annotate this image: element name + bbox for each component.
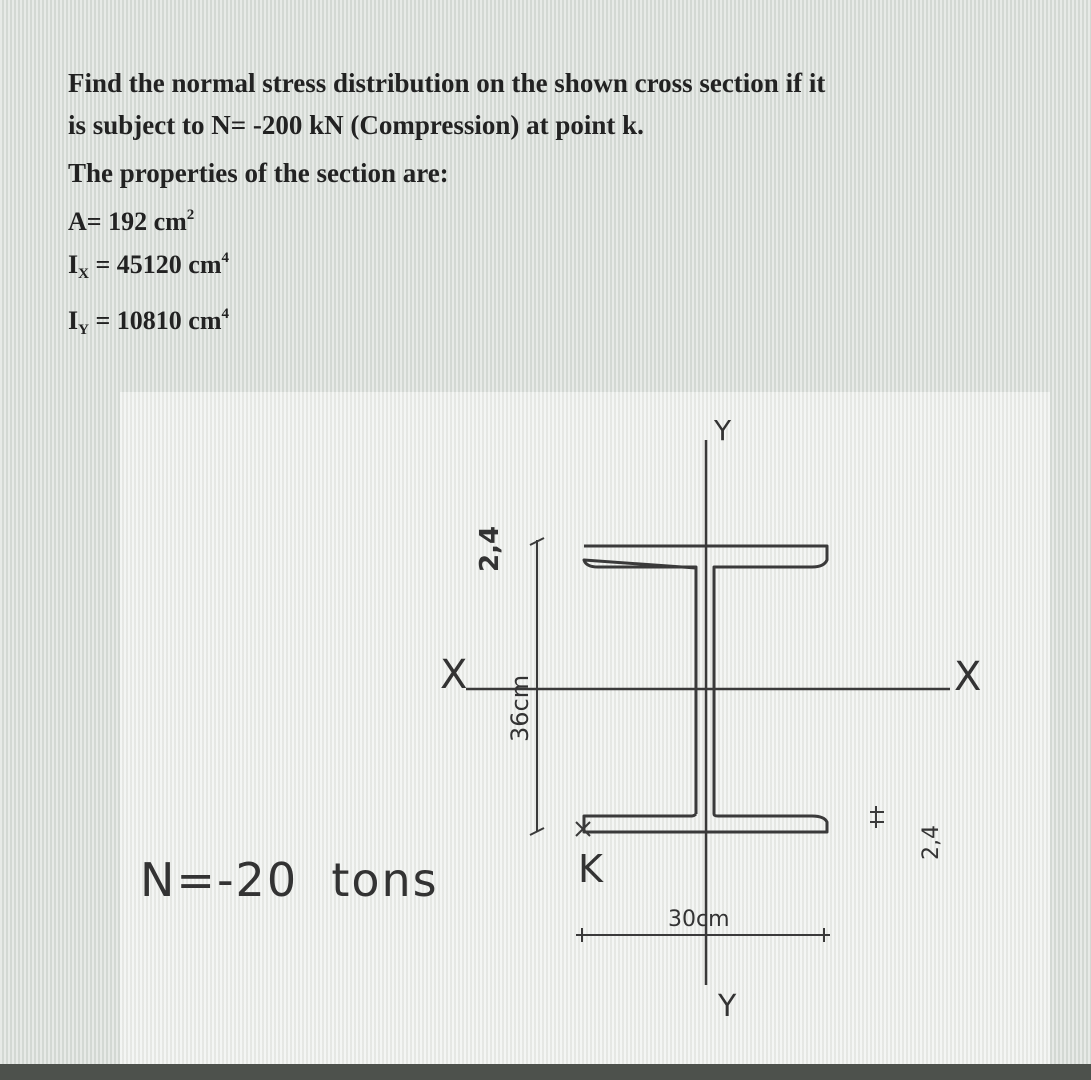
- x-axis-label-right: X: [954, 654, 982, 700]
- y-axis-label-top: Y: [714, 414, 732, 447]
- point-k-label: K: [578, 847, 603, 891]
- problem-line-1: Find the normal stress distribution on the shown cross section if it: [68, 68, 826, 98]
- top-flange-dimension-label: 2,4: [475, 525, 505, 572]
- load-label: N=-20 tons: [140, 853, 439, 907]
- axes: [466, 440, 950, 985]
- ix-subscript: X: [78, 266, 89, 282]
- ix-symbol: I: [68, 250, 79, 279]
- area-symbol: A: [68, 207, 87, 236]
- bottom-flange-dimension-label: 2,4: [919, 825, 944, 860]
- problem-line-2: is subject to N= -200 kN (Compression) at point k.: [68, 110, 644, 140]
- ix-value: = 45120 cm: [88, 250, 222, 279]
- bottom-edge-bar: [0, 1064, 1091, 1080]
- iy-subscript: Y: [78, 322, 89, 338]
- y-axis-label-bottom: Y: [718, 989, 737, 1024]
- width-dimension-label: 30cm: [668, 907, 730, 932]
- area-value: = 192 cm: [86, 207, 187, 236]
- area-exponent: 2: [186, 207, 195, 223]
- ix-exponent: 4: [221, 250, 229, 266]
- properties-heading: The properties of the section are:: [68, 158, 449, 188]
- iy-exponent: 4: [221, 306, 229, 322]
- iy-symbol: I: [68, 306, 79, 335]
- height-dimension-label: 36cm: [506, 674, 534, 742]
- iy-value: = 10810 cm: [88, 306, 222, 335]
- x-axis-label-left: X: [440, 652, 468, 698]
